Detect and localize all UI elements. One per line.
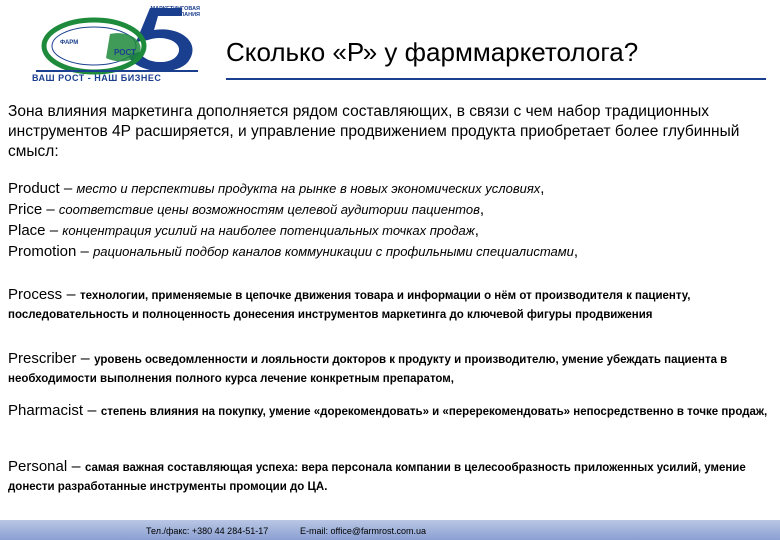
extra-item-pharmacist: Pharmacist – степень влияния на покупку, умение «дорекомендовать» и «перерекомендовать» непосредственно в точке продаж,: [8, 402, 768, 419]
term-prescriber: Prescriber: [8, 350, 77, 367]
logo-tagline: МАРКЕТИНГОВАЯ КОМПАНИЯ: [150, 6, 200, 18]
four-p-list: [8, 178, 772, 262]
term-promotion: Promotion: [8, 243, 77, 260]
term-price: Price: [8, 201, 43, 218]
list-item-place: Place – концентрация усилий на наиболее потенциальных точках продаж,: [8, 222, 479, 239]
list-item-product: Product – место и перспективы продукта на рынке в новых экономических условиях,: [8, 180, 545, 197]
desc-pharmacist: степень влияния на покупку, умение «дорекомендовать» и «перерекомендовать» непосредственно в точке продаж,: [100, 406, 768, 418]
slide-title: Сколько «Р» у фарммаркетолога?: [226, 37, 639, 67]
logo-rost-text: РОСТ: [114, 48, 136, 57]
term-pharmacist: Pharmacist: [8, 402, 84, 419]
desc-price: соответствие цены возможностям целевой аудитории пациентов: [58, 202, 480, 217]
footer-email: E-mail: office@farmrost.com.ua: [300, 526, 427, 536]
desc-place: концентрация усилий на наиболее потенциальных точках продаж: [62, 223, 475, 238]
footer-phone: Тел./факс: +380 44 284-51-17: [146, 526, 269, 536]
desc-process: технологии, применяемые в цепочке движения товара и информации о нём от производителя к пациенту, последовательность и полноценность донесения инструментов маркетинга до ключевой фигуры продвижения: [8, 290, 691, 321]
extra-item-personal: Personal – самая важная составляющая успеха: вера персонала компании в целесообразность приложенных усилий, умение донести разработанные инструменты промоции до ЦА.: [8, 458, 746, 493]
company-logo: [32, 4, 202, 84]
desc-promotion: рациональный подбор каналов коммуникации с профильными специалистами: [93, 244, 574, 259]
desc-product: место и перспективы продукта на рынке в новых экономических условиях: [76, 181, 541, 196]
desc-prescriber: уровень осведомленности и лояльности докторов к продукту и производителю, умение убеждать пациента в необходимости выполнения полного курса лечение конкретным препаратом,: [8, 354, 728, 385]
logo-slogan: ВАШ РОСТ - НАШ БИЗНЕС: [32, 73, 162, 83]
list-item-promotion: Promotion – рациональный подбор каналов коммуникации с профильными специалистами,: [8, 243, 579, 260]
extra-item-prescriber: Prescriber – уровень осведомленности и лояльности докторов к продукту и производителю, умение убеждать пациента в необходимости выполнения полного курса лечение конкретным препаратом,: [8, 350, 728, 385]
desc-personal: самая важная составляющая успеха: вера персонала компании в целесообразность приложенных усилий, умение донести разработанные инструменты промоции до ЦА.: [8, 462, 746, 493]
title-area: [226, 36, 766, 80]
term-place: Place: [8, 222, 46, 239]
logo-farm-text: ФАРМ: [60, 40, 79, 46]
extra-item-process: Process – технологии, применяемые в цепочке движения товара и информации о нём от производителя к пациенту, последовательность и полноценность донесения инструментов маркетинга до ключевой фигуры продвижения: [8, 286, 691, 321]
title-underline: [226, 78, 766, 80]
term-personal: Personal: [8, 458, 68, 475]
term-process: Process: [8, 286, 63, 303]
term-product: Product: [8, 180, 60, 197]
footer-bar: [0, 520, 780, 540]
intro-paragraph: Зона влияния маркетинга дополняется рядом составляющих, в связи с чем набор традиционных инструментов 4Р расширяется, и управление продвижением продукта приобретает более глубинный смысл:: [8, 103, 740, 160]
list-item-price: Price – соответствие цены возможностям целевой аудитории пациентов,: [8, 201, 485, 218]
